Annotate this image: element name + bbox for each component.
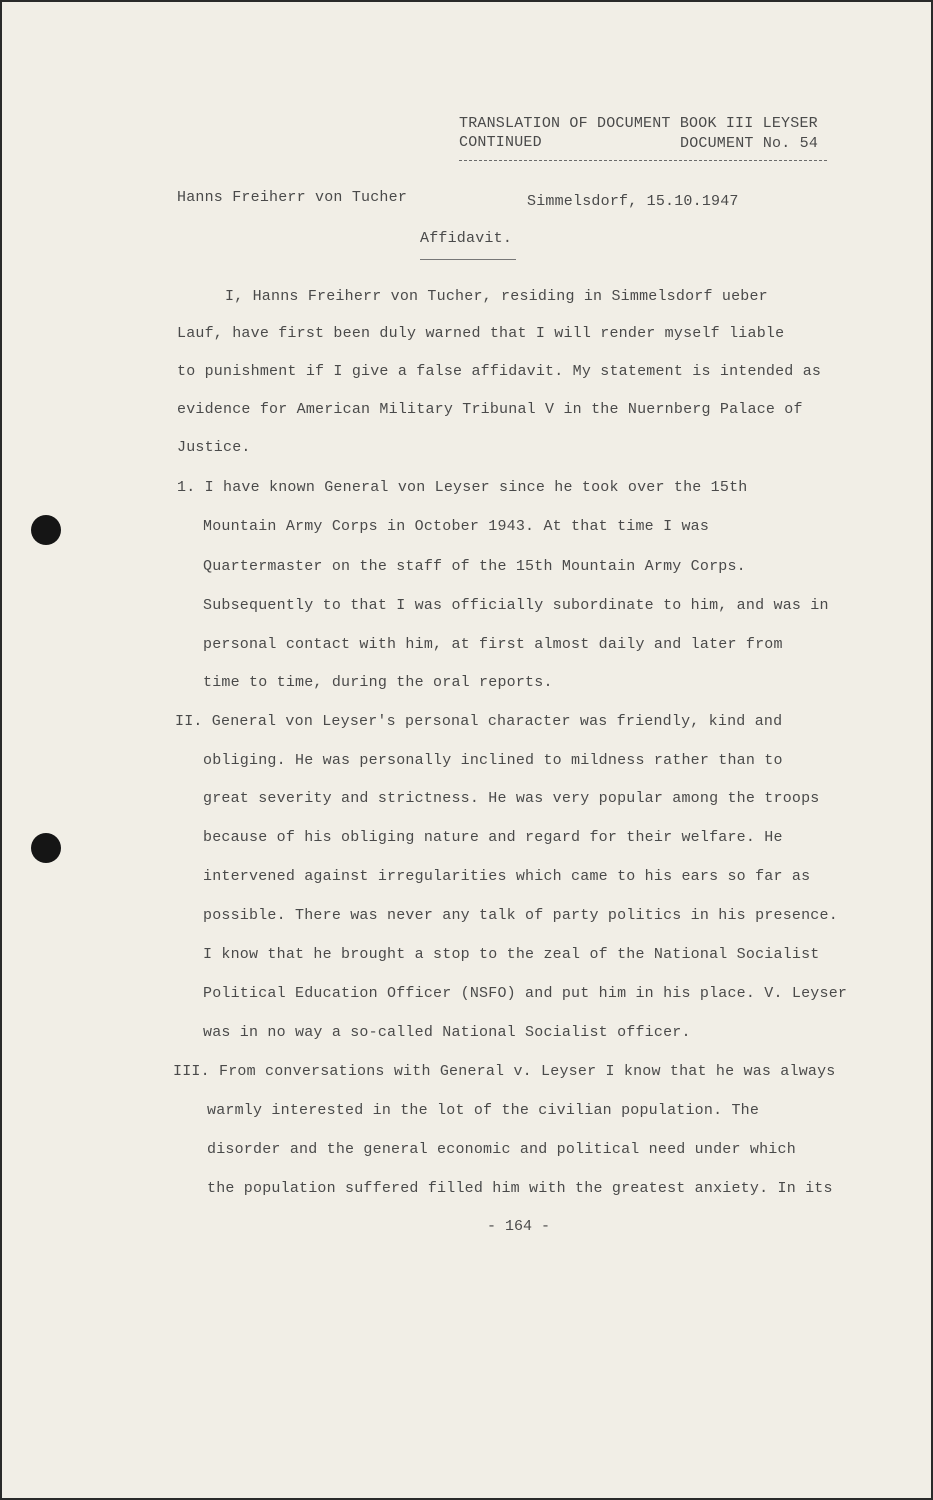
section1-line: personal contact with him, at first almost daily and later from — [203, 636, 783, 653]
intro-line: evidence for American Military Tribunal V in the Nuernberg Palace of — [177, 401, 803, 418]
document-page — [2, 2, 931, 1498]
intro-line: Justice. — [177, 439, 251, 456]
intro-line: Lauf, have first been duly warned that I will render myself liable — [177, 325, 785, 342]
section1-line: 1. I have known General von Leyser since he took over the 15th — [177, 479, 748, 496]
punch-hole — [31, 515, 61, 545]
section3-line: warmly interested in the lot of the civilian population. The — [207, 1102, 760, 1119]
header-title: TRANSLATION OF DOCUMENT BOOK III LEYSER — [459, 115, 818, 132]
section2-line: I know that he brought a stop to the zeal of the National Socialist — [203, 946, 820, 963]
header-document-number: DOCUMENT No. 54 — [680, 135, 819, 152]
intro-line: I, Hanns Freiherr von Tucher, residing in Simmelsdorf ueber — [225, 288, 768, 305]
section1-line: time to time, during the oral reports. — [203, 674, 553, 691]
page-number: - 164 - — [487, 1218, 551, 1235]
section2-line: because of his obliging nature and regard for their welfare. He — [203, 829, 783, 846]
section1-line: Quartermaster on the staff of the 15th Mountain Army Corps. — [203, 558, 746, 575]
section2-line: was in no way a so-called National Socialist officer. — [203, 1024, 691, 1041]
affiant-name: Hanns Freiherr von Tucher — [177, 189, 408, 206]
section2-line: possible. There was never any talk of party politics in his presence. — [203, 907, 838, 924]
section1-line: Mountain Army Corps in October 1943. At that time I was — [203, 518, 710, 535]
header-divider — [459, 160, 827, 161]
section2-line: Political Education Officer (NSFO) and put him in his place. V. Leyser — [203, 985, 848, 1002]
section3-line: disorder and the general economic and political need under which — [207, 1141, 796, 1158]
section2-line: obliging. He was personally inclined to mildness rather than to — [203, 752, 783, 769]
section3-line: III. From conversations with General v. Leyser I know that he was always — [173, 1063, 836, 1080]
title-underline — [420, 259, 516, 260]
header-continued: CONTINUED — [459, 134, 542, 151]
intro-line: to punishment if I give a false affidavit. My statement is intended as — [177, 363, 822, 380]
document-title: Affidavit. — [420, 230, 513, 247]
section3-line: the population suffered filled him with the greatest anxiety. In its — [207, 1180, 833, 1197]
section1-line: Subsequently to that I was officially subordinate to him, and was in — [203, 597, 829, 614]
section2-line: II. General von Leyser's personal character was friendly, kind and — [175, 713, 783, 730]
section2-line: great severity and strictness. He was very popular among the troops — [203, 790, 820, 807]
place-date: Simmelsdorf, 15.10.1947 — [527, 193, 739, 210]
punch-hole — [31, 833, 61, 863]
section2-line: intervened against irregularities which came to his ears so far as — [203, 868, 811, 885]
